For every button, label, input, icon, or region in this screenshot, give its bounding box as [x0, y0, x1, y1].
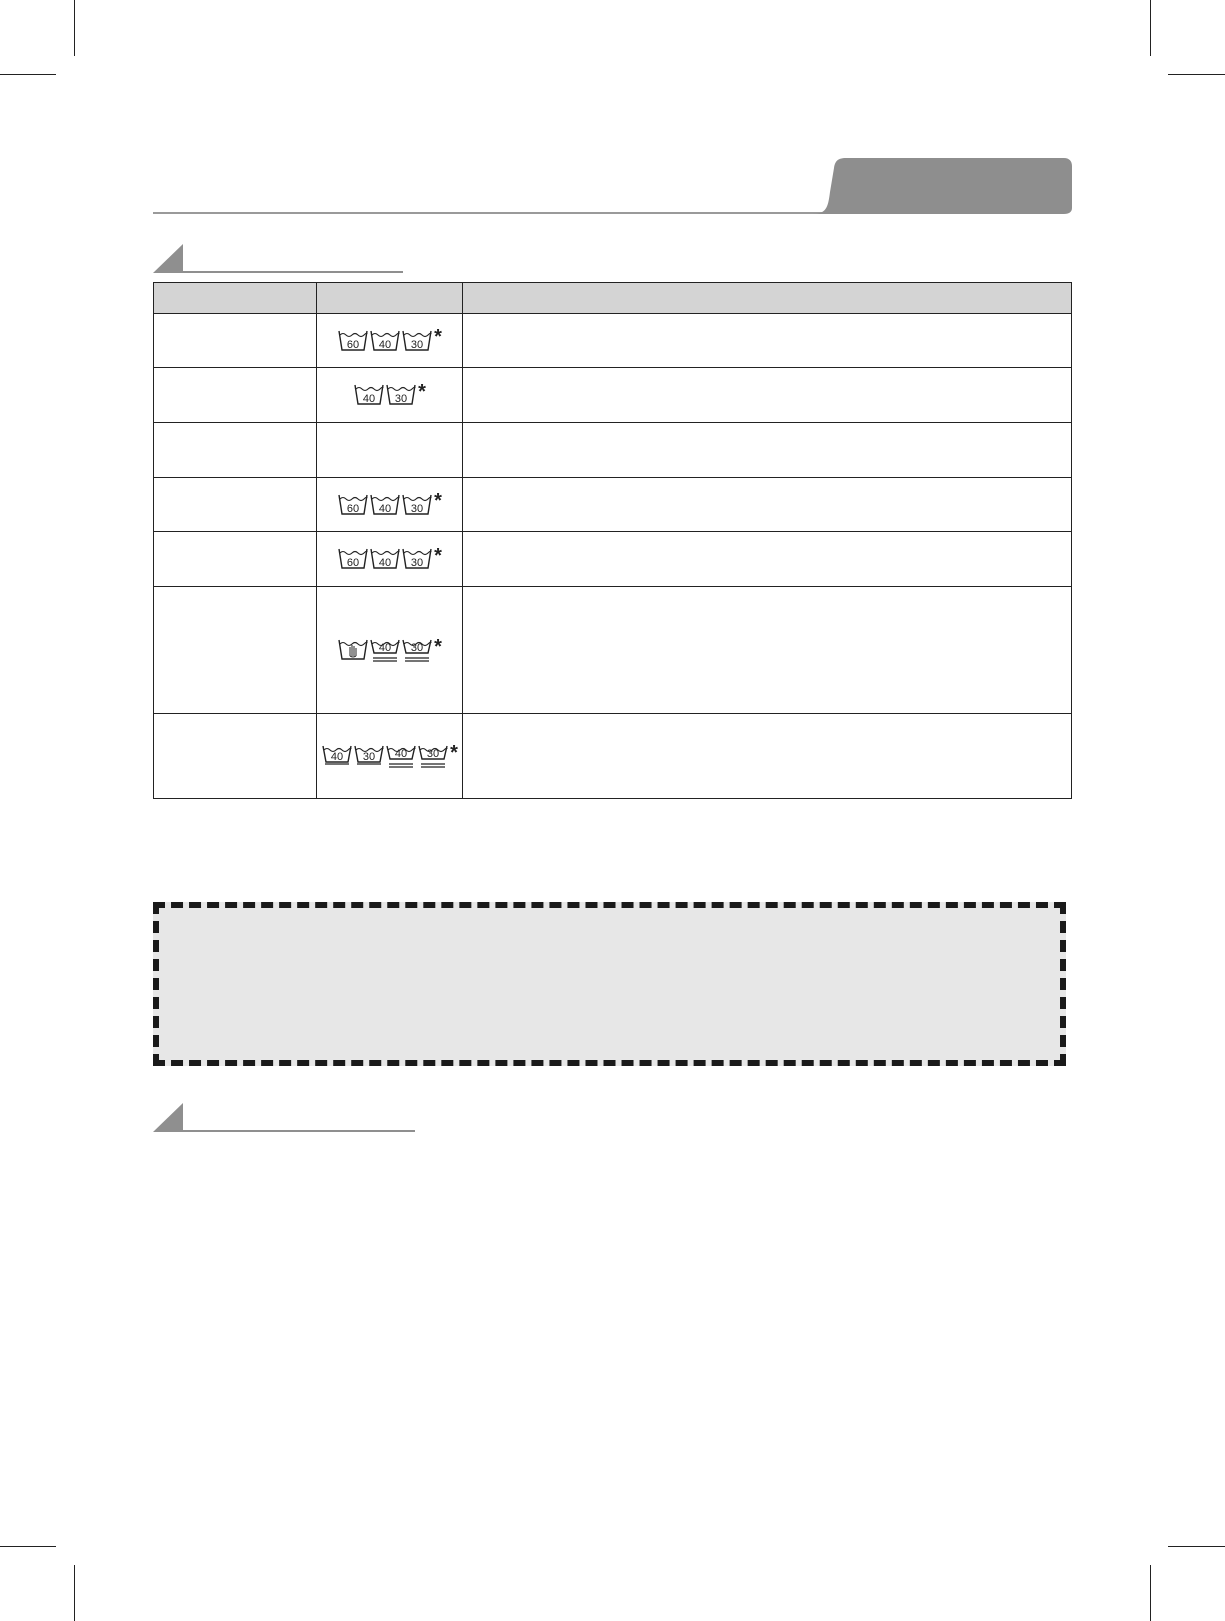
table-header-row: [154, 283, 1072, 314]
crop-mark: [74, 0, 75, 56]
section-heading: [153, 244, 403, 274]
note-box: [153, 902, 1066, 1066]
wash-temperature-label: 30: [410, 502, 424, 515]
description-cell: [463, 478, 1072, 532]
asterisk-note-marker: *: [450, 741, 458, 764]
description-cell: [463, 368, 1072, 423]
care-symbols-cell: [317, 368, 463, 423]
asterisk-note-marker: *: [434, 635, 442, 658]
asterisk-note-marker: *: [434, 490, 442, 512]
fabric-type-cell: [154, 478, 317, 532]
care-symbols-cell: [317, 423, 463, 478]
wash-60-icon: [338, 329, 368, 353]
wash-40-very-gentle-icon: [370, 638, 400, 662]
wash-40-icon: [354, 383, 384, 407]
wash-60-icon: [338, 547, 368, 571]
wash-30-gentle-icon: [354, 744, 384, 768]
table-row: [154, 423, 1072, 478]
wash-30-very-gentle-icon: [418, 744, 448, 768]
wash-temperature-label: 40: [378, 502, 392, 515]
description-cell: [463, 587, 1072, 714]
table-row: [154, 368, 1072, 423]
wash-30-very-gentle-icon: [402, 638, 432, 662]
crop-mark: [1150, 0, 1151, 56]
fabric-type-cell: [154, 532, 317, 587]
care-symbols-cell: [317, 587, 463, 714]
wash-40-very-gentle-icon: [386, 744, 416, 768]
wash-temperature-label: 60: [346, 557, 360, 569]
column-header: [463, 283, 1072, 314]
wash-temperature-label: 40: [378, 338, 392, 351]
wash-temperature-label: 40: [362, 393, 376, 405]
note-text: [159, 908, 1060, 948]
crop-mark: [0, 1546, 56, 1547]
crop-mark: [74, 1565, 75, 1621]
wash-30-icon: [402, 329, 432, 353]
wash-temperature-label: 30: [362, 751, 376, 763]
wash-40-gentle-icon: [322, 744, 352, 768]
table-row: [154, 478, 1072, 532]
wash-30-icon: [386, 383, 416, 407]
description-cell: [463, 714, 1072, 799]
table-row: [154, 314, 1072, 368]
fabric-type-cell: [154, 368, 317, 423]
wash-temperature-label: 30: [426, 748, 440, 760]
crop-mark: [1168, 74, 1225, 75]
wash-temperature-label: 30: [410, 557, 424, 569]
column-header: [154, 283, 317, 314]
wash-temperature-label: 30: [410, 338, 424, 351]
wash-40-icon: [370, 329, 400, 353]
header-rule: [153, 212, 833, 214]
crop-mark: [1168, 1546, 1225, 1547]
triangle-marker-icon: [153, 244, 183, 274]
care-symbols-cell: [317, 714, 463, 799]
wash-temperature-label: 60: [346, 502, 360, 515]
wash-temperature-label: 40: [394, 748, 408, 760]
fabric-type-cell: [154, 587, 317, 714]
care-symbols-cell: [317, 478, 463, 532]
table-row: [154, 587, 1072, 714]
fabric-type-cell: [154, 714, 317, 799]
wash-60-icon: [338, 493, 368, 517]
crop-mark: [1150, 1565, 1151, 1621]
description-cell: [463, 423, 1072, 478]
hand-wash-icon: [338, 638, 368, 662]
wash-temperature-label: 30: [410, 642, 424, 654]
column-header: [317, 283, 463, 314]
wash-30-icon: [402, 493, 432, 517]
fabric-type-cell: [154, 314, 317, 368]
chapter-tab: [812, 158, 1072, 216]
wash-temperature-label: 60: [346, 338, 360, 351]
care-symbols-cell: [317, 314, 463, 368]
wash-temperature-label: 40: [330, 751, 344, 763]
wash-temperature-label: 40: [378, 642, 392, 654]
asterisk-note-marker: *: [434, 544, 442, 567]
fabric-type-cell: [154, 423, 317, 478]
wash-40-icon: [370, 493, 400, 517]
section-heading: [153, 1103, 415, 1133]
wash-temperature-label: 30: [394, 393, 408, 405]
asterisk-note-marker: *: [434, 326, 442, 348]
description-cell: [463, 532, 1072, 587]
triangle-marker-icon: [153, 1103, 183, 1133]
wash-30-icon: [402, 547, 432, 571]
care-table: [153, 282, 1072, 799]
wash-40-icon: [370, 547, 400, 571]
care-symbols-cell: [317, 532, 463, 587]
table-row: [154, 532, 1072, 587]
table-row: [154, 714, 1072, 799]
crop-mark: [0, 74, 56, 75]
description-cell: [463, 314, 1072, 368]
asterisk-note-marker: *: [418, 380, 426, 403]
wash-temperature-label: 40: [378, 557, 392, 569]
